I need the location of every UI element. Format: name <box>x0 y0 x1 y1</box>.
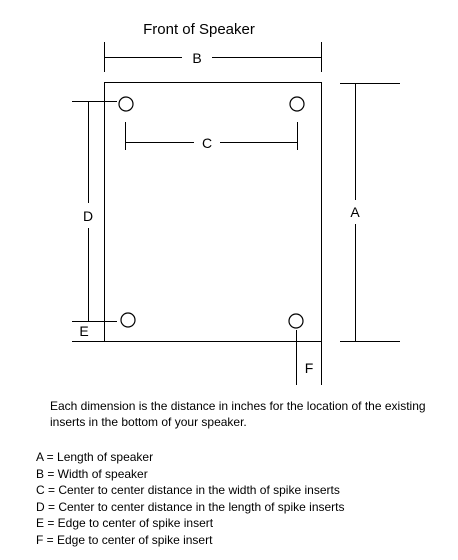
dimension-legend <box>36 449 345 548</box>
dimension-e-label: E <box>79 323 89 339</box>
dimension-a-label: A <box>350 204 360 220</box>
legend-item-c: C = Center to center distance in the width of spike inserts <box>36 483 340 497</box>
dimension-note: Each dimension is the distance in inches for the location of the existing inserts in the bottom of your speaker. <box>50 399 426 429</box>
dimension-d-label: D <box>82 208 94 224</box>
insert-hole-top-right <box>290 97 304 111</box>
diagram-title: Front of Speaker <box>143 21 255 38</box>
dimension-b-label: B <box>192 50 202 66</box>
legend-item-f: F = Edge to center of spike insert <box>36 532 213 547</box>
dimension-f-label: F <box>304 360 314 376</box>
dimension-b <box>105 42 322 72</box>
dimension-c-label: C <box>201 135 213 151</box>
insert-hole-bottom-right <box>289 314 303 328</box>
legend-item-e: E = Edge to center of spike insert <box>36 516 214 530</box>
dimension-f <box>297 330 322 385</box>
speaker-outline <box>105 83 322 342</box>
insert-hole-bottom-left <box>121 313 135 327</box>
legend-item-b: B = Width of speaker <box>36 466 148 481</box>
dimension-a <box>340 84 400 342</box>
legend-item-a: A = Length of speaker <box>36 450 154 464</box>
insert-hole-top-left <box>119 97 133 111</box>
dimension-d <box>72 102 117 322</box>
legend-item-d: D = Center to center distance in the length of spike inserts <box>36 499 345 514</box>
